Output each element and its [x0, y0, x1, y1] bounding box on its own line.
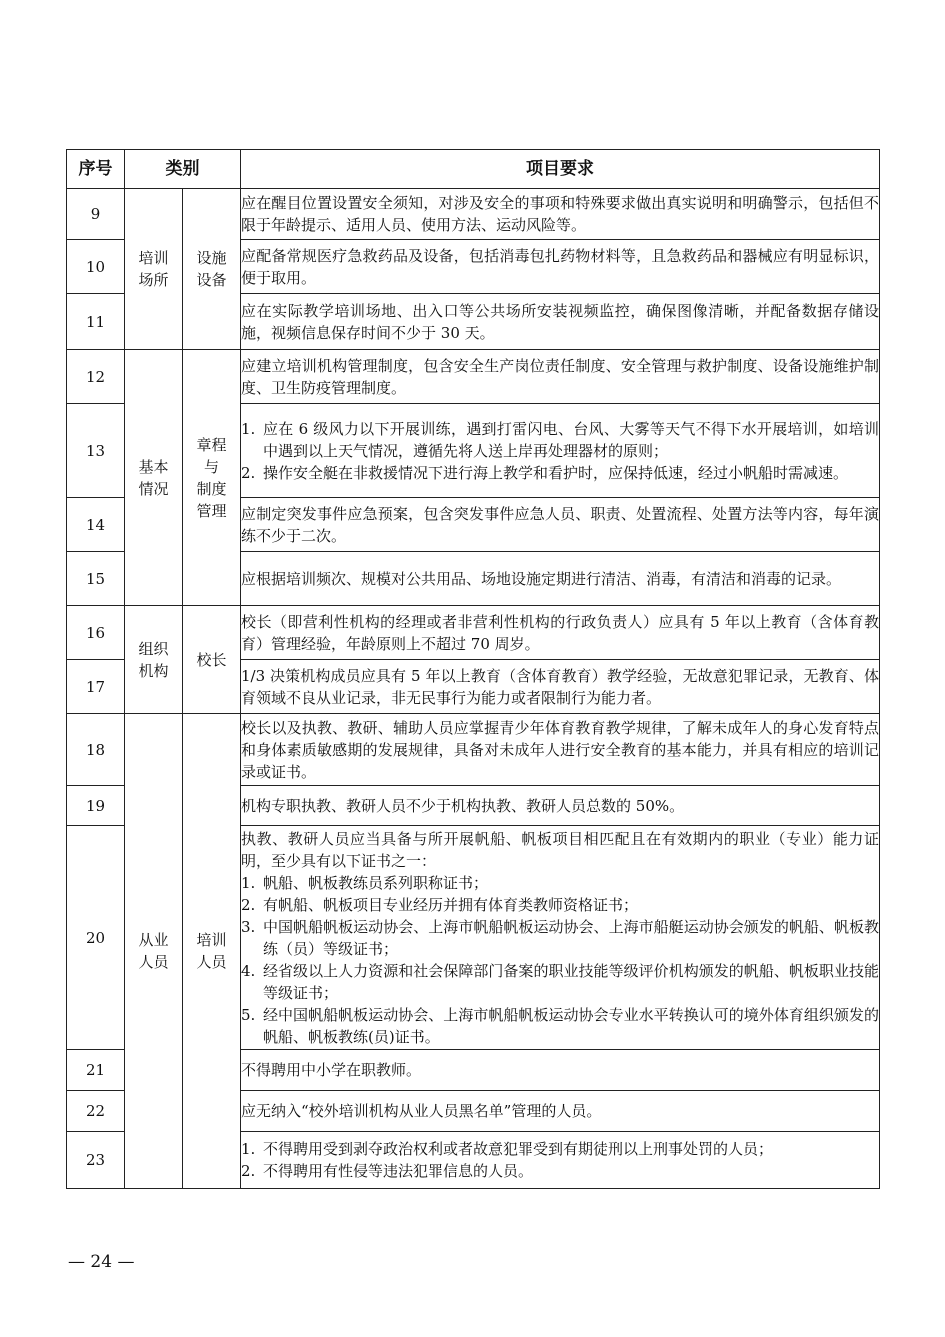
table-header-row [67, 150, 880, 189]
row-num: 12 [67, 350, 125, 404]
row-num: 10 [67, 240, 125, 294]
row-requirement: 机构专职执教、教研人员不少于机构执教、教研人员总数的 50%。 [241, 786, 880, 826]
category-staff: 从业 人员 [125, 714, 183, 1189]
requirement-list [241, 1138, 879, 1182]
subcategory-principal: 校长 [183, 606, 241, 714]
row-requirement: 校长以及执教、教研、辅助人员应掌握青少年体育教育教学规律，了解未成年人的身心发育特点和身体素质敏感期的发展规律，具备对未成年人进行安全教育的基本能力，并具有相应的培训记录或证书。 [241, 714, 880, 786]
page-number: — 24 — [68, 1252, 135, 1272]
subcategory-facilities: 设施 设备 [183, 189, 241, 350]
header-num: 序号 [67, 150, 125, 189]
row-requirement: 不得聘用中小学在职教师。 [241, 1050, 880, 1091]
requirements-table [66, 149, 880, 1189]
category-basic-info: 基本 情况 [125, 350, 183, 606]
row-num: 17 [67, 660, 125, 714]
list-item: 1. 帆船、帆板教练员系列职称证书； [241, 873, 489, 892]
category-training-site: 培训 场所 [125, 189, 183, 350]
row-requirement [241, 1132, 880, 1189]
subcategory-rules: 章程 与 制度 管理 [183, 350, 241, 606]
row-num: 22 [67, 1091, 125, 1132]
requirement-list [241, 872, 879, 1048]
table-row [67, 189, 880, 240]
row-requirement: 应在醒目位置设置安全须知，对涉及安全的事项和特殊要求做出真实说明和明确警示，包括但不限于年龄提示、适用人员、使用方法、运动风险等。 [241, 189, 880, 240]
row-requirement: 应在实际教学培训场地、出入口等公共场所安装视频监控，确保图像清晰，并配备数据存储设施，视频信息保存时间不少于 30 天。 [241, 294, 880, 350]
row-requirement: 应制定突发事件应急预案，包含突发事件应急人员、职责、处置流程、处置方法等内容，每年演练不少于二次。 [241, 498, 880, 552]
list-item: 5. 经中国帆船帆板运动协会、上海市帆船帆板运动协会专业水平转换认可的境外体育组织颁发的帆船、帆板教练(员)证书。 [241, 1005, 879, 1046]
row-requirement [241, 404, 880, 498]
requirement-list [241, 418, 879, 484]
row-num: 23 [67, 1132, 125, 1189]
list-item: 2. 不得聘用有性侵等违法犯罪信息的人员。 [241, 1162, 534, 1180]
row-num: 16 [67, 606, 125, 660]
list-item: 3. 中国帆船帆板运动协会、上海市帆船帆板运动协会、上海市船艇运动协会颁发的帆船、帆板教练（员）等级证书； [241, 917, 879, 958]
list-item: 1. 不得聘用受到剥夺政治权利或者故意犯罪受到有期徒刑以上刑事处罚的人员； [241, 1140, 774, 1158]
row-num: 15 [67, 552, 125, 606]
list-item: 2. 操作安全艇在非救援情况下进行海上教学和看护时，应保持低速，经过小帆船时需减速。 [241, 463, 849, 482]
table-row [67, 606, 880, 660]
table-row [67, 714, 880, 786]
requirement-intro: 执教、教研人员应当具备与所开展帆船、帆板项目相匹配且在有效期内的职业（专业）能力证明，至少具有以下证书之一： [241, 829, 879, 870]
row-num: 21 [67, 1050, 125, 1091]
row-requirement: 应建立培训机构管理制度，包含安全生产岗位责任制度、安全管理与救护制度、设备设施维护制度、卫生防疫管理制度。 [241, 350, 880, 404]
list-item: 4. 经省级以上人力资源和社会保障部门备案的职业技能等级评价机构颁发的帆船、帆板职业技能等级证书； [241, 961, 879, 1002]
row-requirement [241, 826, 880, 1050]
category-organization: 组织 机构 [125, 606, 183, 714]
row-num: 11 [67, 294, 125, 350]
header-category: 类别 [125, 150, 241, 189]
subcategory-trainers: 培训 人员 [183, 714, 241, 1189]
row-requirement: 1/3 决策机构成员应具有 5 年以上教育（含体育教育）教学经验，无故意犯罪记录，无教育、体育领域不良从业记录，非无民事行为能力或者限制行为能力者。 [241, 660, 880, 714]
list-item: 1. 应在 6 级风力以下开展训练，遇到打雷闪电、台风、大雾等天气不得下水开展培训，如培训中遇到以上天气情况，遵循先将人送上岸再处理器材的原则； [241, 419, 879, 460]
table-row [67, 350, 880, 404]
header-requirement: 项目要求 [241, 150, 880, 189]
row-num: 14 [67, 498, 125, 552]
row-num: 13 [67, 404, 125, 498]
row-requirement: 应配备常规医疗急救药品及设备，包括消毒包扎药物材料等，且急救药品和器械应有明显标识，便于取用。 [241, 240, 880, 294]
row-requirement: 校长（即营利性机构的经理或者非营利性机构的行政负责人）应具有 5 年以上教育（含体育教育）管理经验，年龄原则上不超过 70 周岁。 [241, 606, 880, 660]
row-num: 20 [67, 826, 125, 1050]
row-num: 19 [67, 786, 125, 826]
row-num: 9 [67, 189, 125, 240]
list-item: 2. 有帆船、帆板项目专业经历并拥有体育类教师资格证书； [241, 895, 639, 914]
row-requirement: 应无纳入“校外培训机构从业人员黑名单”管理的人员。 [241, 1091, 880, 1132]
row-num: 18 [67, 714, 125, 786]
row-requirement: 应根据培训频次、规模对公共用品、场地设施定期进行清洁、消毒，有清洁和消毒的记录。 [241, 552, 880, 606]
